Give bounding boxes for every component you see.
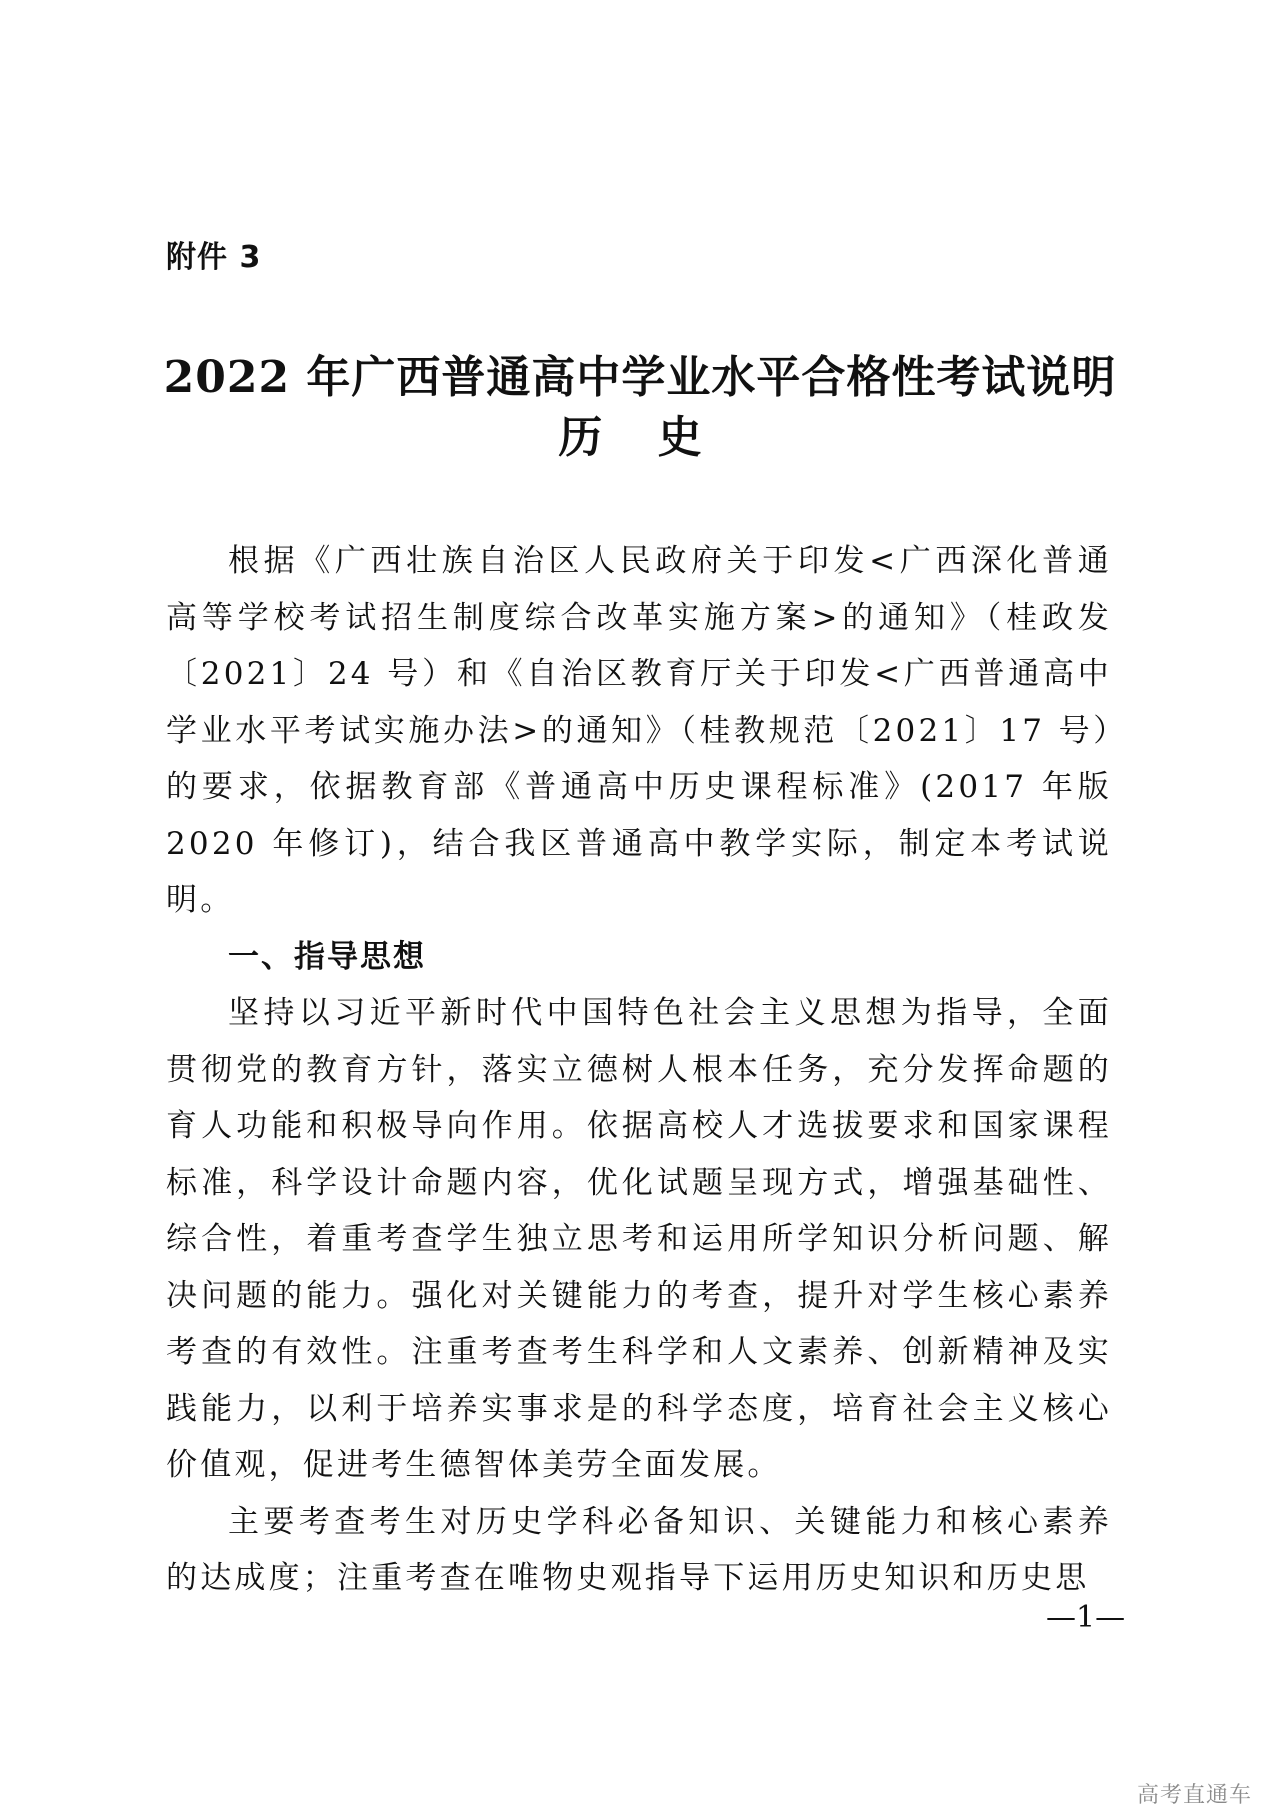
attachment-label: 附件 3 bbox=[166, 240, 262, 275]
body-text bbox=[166, 533, 1112, 1607]
subject-title: 历 史 bbox=[558, 412, 722, 463]
paragraph-guiding-ideology: 坚持以习近平新时代中国特色社会主义思想为指导，全面贯彻党的教育方针，落实立德树人根本任务，充分发挥命题的育人功能和积极导向作用。依据高校人才选拔要求和国家课程标准，科学设计命题内容，优化试题呈现方式，增强基础性、综合性，着重考查学生独立思考和运用所学知识分析问题、解决问题的能力。强化对关键能力的考查，提升对学生核心素养考查的有效性。注重考查考生科学和人文素养、创新精神及实践能力，以利于培养实事求是的科学态度，培育社会主义核心价值观，促进考生德智体美劳全面发展。 bbox=[166, 995, 1112, 1483]
watermark: 高考直通车 bbox=[1136, 1783, 1252, 1808]
section-heading-guiding-ideology: 一、指导思想 bbox=[228, 938, 426, 975]
title-block bbox=[0, 348, 1280, 468]
paragraph-main-assessment: 主要考查考生对历史学科必备知识、关键能力和核心素养的达成度；注重考查在唯物史观指导下运用历史知识和历史思 bbox=[166, 1503, 1112, 1596]
document-title: 2022 年广西普通高中学业水平合格性考试说明 bbox=[163, 352, 1117, 403]
page-number: —1— bbox=[1046, 1600, 1126, 1635]
paragraph-intro: 根据《广西壮族自治区人民政府关于印发<广西深化普通高等学校考试招生制度综合改革实施方案>的通知》（桂政发〔2021〕24 号）和《自治区教育厅关于印发<广西普通高中学业水平考试实施办法>的通知》（桂教规范〔2021〕17 号）的要求，依据教育部《普通高中历史课程标准》(2017 年版 2020 年修订)，结合我区普通高中教学实际，制定本考试说明。 bbox=[166, 543, 1112, 918]
